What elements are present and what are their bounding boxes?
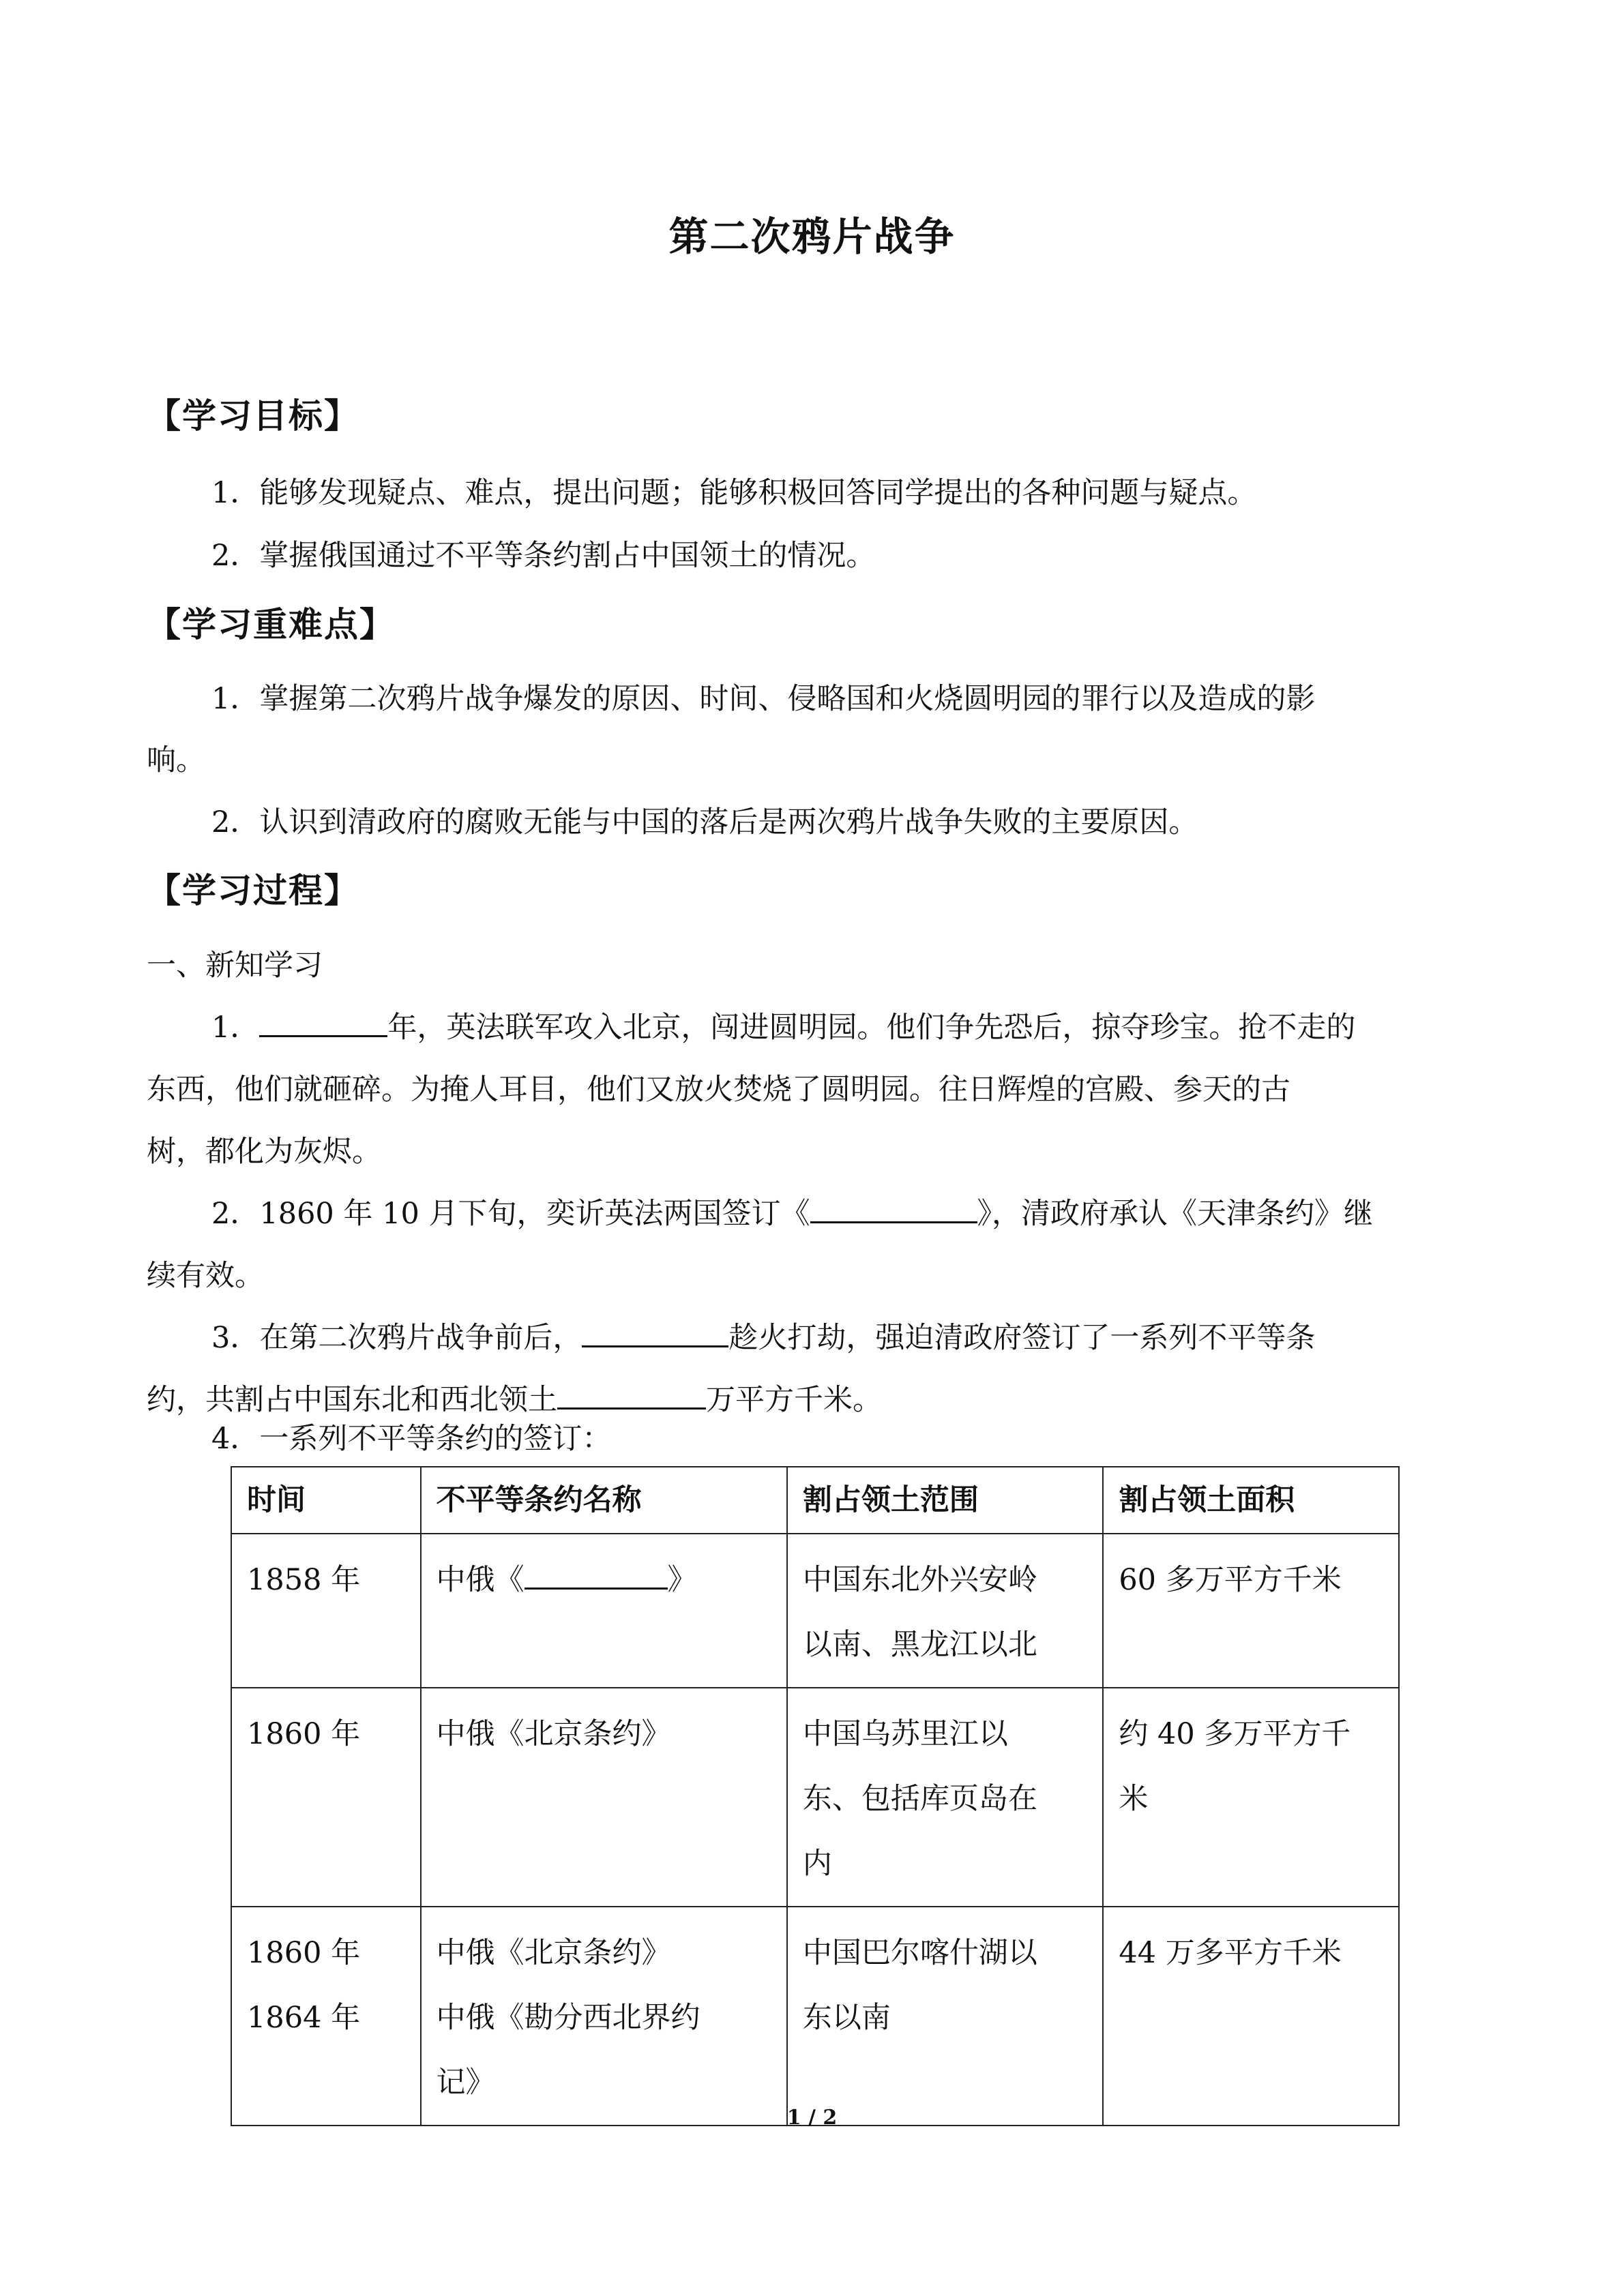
goal-item-1: 1．能够发现疑点、难点，提出问题；能够积极回答同学提出的各种问题与疑点。 (211, 476, 1257, 510)
cell-line: 中俄《勘分西北界约 (436, 2001, 700, 2035)
cell-line: 1858 年 (247, 1563, 361, 1597)
question-4: 4．一系列不平等条约的签订： (211, 1422, 612, 1456)
question-2-line-2: 续有效。 (147, 1259, 264, 1293)
cell-line: 内 (802, 1847, 832, 1881)
question-2-text-after: 》，清政府承认《天津条约》继 (977, 1197, 1374, 1231)
cell-line: 东以南 (802, 2001, 891, 2035)
row-1-scope (787, 1534, 1103, 1688)
question-3-line-2-after: 万平方千米。 (706, 1383, 882, 1417)
treaty-prefix: 中俄《 (436, 1563, 525, 1597)
header-time: 时间 (231, 1467, 421, 1534)
question-3-blank-2[interactable] (557, 1380, 706, 1410)
key-point-1-line-2: 响。 (147, 743, 205, 777)
cell-line: 约 40 多万平方千 (1119, 1717, 1351, 1751)
question-2-line-1 (211, 1193, 1373, 1234)
table-row (231, 1534, 1399, 1688)
row-1-area (1103, 1534, 1399, 1688)
treaty-table (231, 1466, 1400, 2126)
cell-line: 中俄《北京条约》 (436, 1936, 671, 1970)
cell-line: 米 (1119, 1782, 1149, 1816)
row-2-treaty (421, 1688, 787, 1907)
question-2-text-before: 2．1860 年 10 月下旬，奕䜣英法两国签订《 (211, 1197, 810, 1231)
question-3-line-2 (147, 1380, 882, 1420)
row-3-scope (787, 1907, 1103, 2126)
key-points-heading: 【学习重难点】 (147, 605, 395, 644)
learning-goals-heading: 【学习目标】 (147, 396, 359, 436)
cell-line: 中国乌苏里江以 (802, 1717, 1008, 1751)
cell-line: 中国巴尔喀什湖以 (802, 1936, 1037, 1970)
row-2-scope (787, 1688, 1103, 1907)
question-1-line-2: 东西，他们就砸碎。为掩人耳目，他们又放火焚烧了圆明园。往日辉煌的宫殿、参天的古 (147, 1073, 1290, 1107)
row-1-time (231, 1534, 421, 1688)
header-treaty-name: 不平等条约名称 (421, 1467, 787, 1534)
goal-item-2: 2．掌握俄国通过不平等条约割占中国领土的情况。 (211, 539, 876, 573)
table-row (231, 1907, 1399, 2126)
question-1-line-3: 树，都化为灰烬。 (147, 1135, 381, 1169)
question-1-blank[interactable] (259, 1008, 387, 1037)
learning-process-heading: 【学习过程】 (147, 871, 359, 910)
cell-line: 60 多万平方千米 (1119, 1563, 1342, 1597)
cell-line: 中国东北外兴安岭 (802, 1563, 1037, 1597)
key-point-2: 2．认识到清政府的腐败无能与中国的落后是两次鸦片战争失败的主要原因。 (211, 805, 1198, 839)
question-1-number: 1． (211, 1011, 260, 1045)
table-row (231, 1688, 1399, 1907)
cell-line (437, 1548, 771, 1613)
header-territory-area: 割占领土面积 (1103, 1467, 1399, 1534)
table-header-row (231, 1467, 1399, 1534)
treaty-name-blank[interactable] (525, 1560, 668, 1590)
cell-line: 东、包括库页岛在 (802, 1782, 1037, 1816)
question-1-text: 年，英法联军攻入北京，闯进圆明园。他们争先恐后，掠夺珍宝。抢不走的 (387, 1011, 1356, 1045)
key-point-1-line-1: 1．掌握第二次鸦片战争爆发的原因、时间、侵略国和火烧圆明园的罪行以及造成的影 (211, 682, 1316, 716)
question-3-text-before: 3．在第二次鸦片战争前后， (211, 1321, 582, 1355)
row-2-time (231, 1688, 421, 1907)
page-number: 1 / 2 (786, 2106, 838, 2130)
page-title: 第二次鸦片战争 (668, 213, 956, 260)
row-3-area (1103, 1907, 1399, 2126)
question-2-blank[interactable] (810, 1194, 977, 1223)
cell-line: 记》 (436, 2066, 495, 2100)
cell-line: 以南、黑龙江以北 (802, 1628, 1037, 1662)
question-3-blank-1[interactable] (582, 1318, 728, 1347)
cell-line: 1860 年 (247, 1936, 361, 1970)
row-1-treaty (421, 1534, 787, 1688)
cell-line: 1864 年 (247, 2001, 361, 2035)
cell-line: 44 万多平方千米 (1119, 1936, 1342, 1970)
row-3-time (231, 1907, 421, 2126)
row-2-area (1103, 1688, 1399, 1907)
row-3-treaty (421, 1907, 787, 2126)
question-3-line-2-before: 约，共割占中国东北和西北领土 (147, 1383, 557, 1417)
cell-line: 1860 年 (247, 1717, 361, 1751)
cell-line: 中俄《北京条约》 (436, 1717, 671, 1751)
new-knowledge-subheading: 一、新知学习 (147, 949, 323, 983)
question-3-text-after: 趁火打劫，强迫清政府签订了一系列不平等条 (728, 1321, 1316, 1355)
question-3-line-1 (211, 1317, 1315, 1358)
treaty-suffix: 》 (667, 1563, 697, 1597)
header-territory-scope: 割占领土范围 (787, 1467, 1103, 1534)
question-1-line-1 (211, 1007, 1355, 1048)
